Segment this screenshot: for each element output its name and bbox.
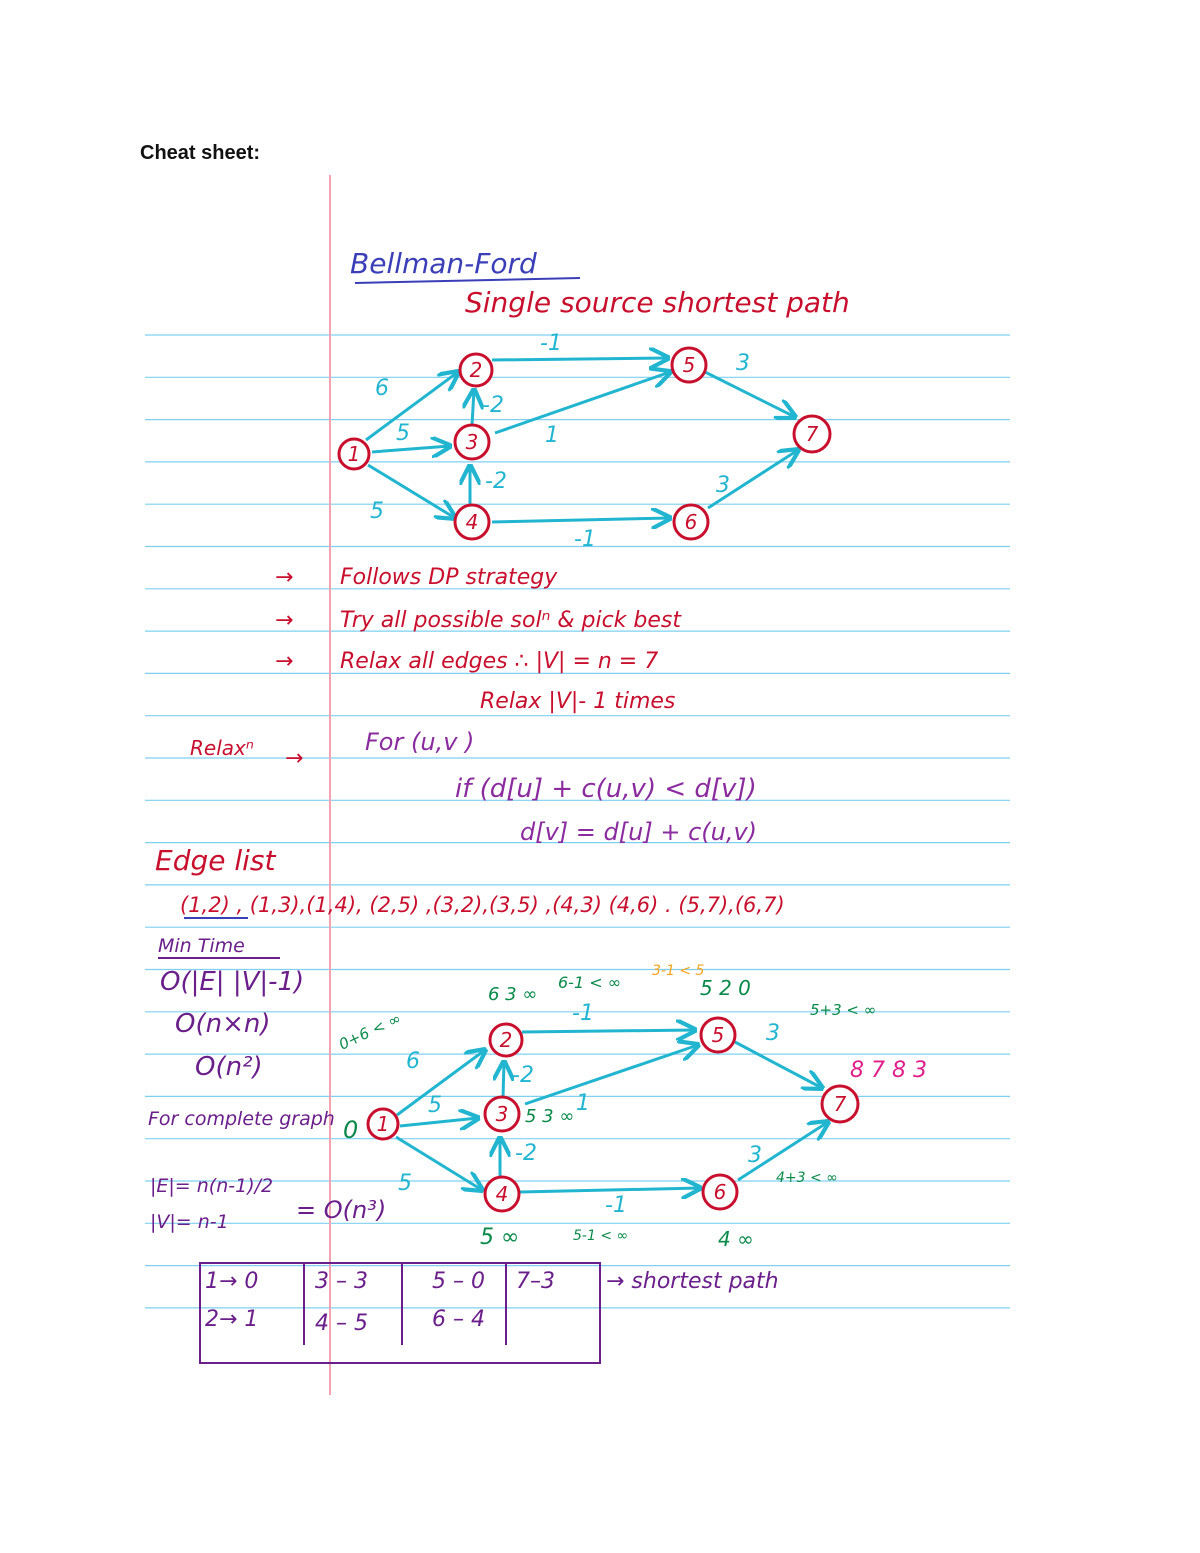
relax-label: Relaxⁿ [190, 736, 254, 760]
svg-text:5: 5 [682, 353, 696, 377]
n7-vals: 8 7 8 3 [850, 1058, 927, 1083]
bullet-1: Follows DP strategy [340, 565, 558, 590]
g1-edge-1-3 [372, 446, 450, 452]
svg-text:7: 7 [833, 1092, 847, 1116]
table-cell-r1c2: 3 – 3 [315, 1269, 368, 1294]
g1-edge-2-5 [492, 358, 668, 360]
g1-label-5-7: 3 [736, 351, 750, 376]
document-title: Cheat sheet: [140, 142, 261, 164]
edge-list-block [155, 844, 785, 918]
n1-dist: 0 [343, 1116, 359, 1144]
svg-text:6: 6 [684, 510, 698, 534]
g1-node-4 [455, 505, 489, 539]
relax-for: For (u,v ) [365, 728, 475, 756]
svg-text:4: 4 [465, 510, 479, 534]
g1-edge-4-6 [492, 518, 670, 522]
subheading: Single source shortest path [465, 286, 850, 319]
g1-label-4-3: -2 [485, 469, 507, 494]
g1-label-3-2: -2 [482, 393, 504, 418]
g2-label-1-3: 5 [428, 1093, 442, 1118]
svg-text:3: 3 [465, 430, 479, 454]
g1-edge-3-5 [495, 372, 670, 433]
g2-label-5-7: 3 [766, 1021, 780, 1046]
n3-vals: 5 3 ∞ [525, 1106, 575, 1127]
g2-edge-5-7 [735, 1042, 822, 1088]
table-cell-r2c2: 4 – 5 [315, 1311, 368, 1336]
g2-edge-4-6 [520, 1188, 700, 1192]
table-caption: → shortest path [606, 1269, 779, 1294]
complexity-block [148, 935, 386, 1233]
g1-label-2-5: -1 [540, 331, 562, 356]
g1-edge-3-2 [472, 390, 474, 425]
bullet-2: Try all possible solⁿ & pick best [340, 608, 681, 633]
g2-node-1 [368, 1109, 398, 1139]
g1-edge-5-7 [705, 372, 795, 417]
svg-text:5: 5 [711, 1023, 725, 1047]
g1-node-6 [674, 505, 708, 539]
n5-cond2: 5+3 < ∞ [810, 1001, 877, 1019]
g2-node-5 [701, 1018, 735, 1052]
g1-label-4-6: -1 [574, 527, 596, 552]
svg-text:1: 1 [376, 1112, 390, 1136]
edge-list-title: Edge list [155, 844, 276, 877]
svg-text:→: → [275, 608, 294, 633]
g2-node-2 [490, 1024, 522, 1056]
n2-vals: 6 3 ∞ [488, 984, 538, 1005]
g1-label-6-7: 3 [716, 473, 730, 498]
bullet-3: Relax all edges ∴ |V| = n = 7 [340, 649, 659, 674]
g2-label-3-2: -2 [512, 1063, 534, 1088]
g2-label-1-2: 6 [406, 1049, 420, 1074]
complexity-line-3: O(n²) [195, 1052, 263, 1082]
n4-vals: 5 ∞ [480, 1225, 520, 1250]
g1-label-1-4: 5 [370, 499, 384, 524]
complexity-line-1: O(|E| |V|-1) [160, 967, 305, 997]
g1-label-1-2: 6 [375, 376, 389, 401]
g2-label-1-4: 5 [398, 1171, 412, 1196]
e-formula: |E|= n(n-1)/2 [150, 1175, 274, 1197]
n2-cond2: 6-1 < ∞ [558, 973, 622, 992]
g2-label-4-6: -1 [605, 1193, 627, 1218]
svg-text:3: 3 [495, 1102, 509, 1126]
g2-node-4 [485, 1177, 519, 1211]
result-table [200, 1263, 779, 1363]
table-cell-r1c1: 1→ 0 [205, 1269, 259, 1294]
table-cell-r1c4: 7–3 [516, 1269, 555, 1294]
svg-text:→: → [275, 565, 294, 590]
g1-node-5 [672, 348, 706, 382]
g1-node-3 [455, 425, 489, 459]
table-cell-r2c3: 6 – 4 [432, 1307, 485, 1332]
n5-cond: 3-1 < 5 [652, 963, 705, 979]
g2-label-2-5: -1 [572, 1001, 594, 1026]
complete-graph-label: For complete graph [148, 1108, 335, 1130]
complexity-title: Min Time [158, 935, 245, 957]
complexity-line-2: O(n×n) [175, 1009, 271, 1039]
svg-text:4: 4 [495, 1182, 509, 1206]
svg-text:→: → [275, 649, 294, 674]
svg-text:7: 7 [805, 422, 819, 446]
graph1-nodes [339, 348, 830, 539]
n6-cond: 4+3 < ∞ [776, 1170, 838, 1186]
bullet-4: Relax |V|- 1 times [480, 689, 676, 714]
g1-label-1-3: 5 [396, 421, 410, 446]
g2-label-3-5: 1 [576, 1091, 590, 1116]
svg-text:2: 2 [469, 358, 483, 382]
g2-label-4-3: -2 [515, 1141, 537, 1166]
n2-cond: 0+6 < ∞ [336, 1009, 404, 1054]
n6-vals: 4 ∞ [718, 1227, 754, 1251]
n4-cond: 5-1 < ∞ [573, 1228, 629, 1244]
g1-node-1 [339, 439, 369, 469]
g2-edge-2-5 [522, 1030, 695, 1032]
g2-node-3 [485, 1097, 519, 1131]
bullet-list [275, 565, 682, 714]
table-cell-r2c1: 2→ 1 [205, 1307, 259, 1332]
relaxation-block [190, 728, 757, 846]
table-cell-r1c3: 5 – 0 [432, 1269, 485, 1294]
g1-label-3-5: 1 [545, 423, 559, 448]
relax-assign: d[v] = d[u] + c(u,v) [520, 818, 758, 846]
complexity-result: = O(n³) [296, 1196, 387, 1224]
g2-node-7 [822, 1086, 858, 1122]
heading: Bellman-Ford [350, 247, 537, 280]
g2-node-6 [703, 1175, 737, 1209]
svg-text:1: 1 [347, 442, 361, 466]
graph1-edges [366, 358, 798, 522]
svg-text:6: 6 [713, 1180, 727, 1204]
g1-node-2 [460, 354, 492, 386]
svg-text:2: 2 [499, 1028, 513, 1052]
relax-arrow: → [285, 746, 304, 771]
g2-edge-3-2 [503, 1062, 504, 1098]
g2-label-6-7: 3 [748, 1143, 762, 1168]
v-formula: |V|= n-1 [150, 1211, 229, 1233]
g1-node-7 [794, 416, 830, 452]
n5-vals: 5 2 0 [700, 976, 751, 1000]
edge-list-items: (1,2) , (1,3),(1,4), (2,5) ,(3,2),(3,5) ,(4,3) (4,6) . (5,7),(6,7) [180, 893, 785, 917]
relax-if: if (d[u] + c(u,v) < d[v]) [455, 774, 757, 804]
g2-edge-1-3 [400, 1118, 478, 1126]
